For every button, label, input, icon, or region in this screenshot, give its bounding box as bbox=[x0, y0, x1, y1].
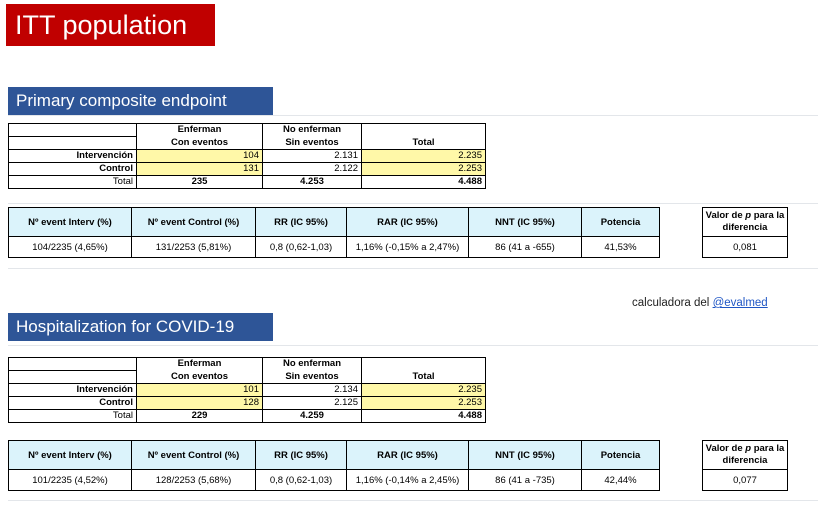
corner-cell bbox=[9, 124, 137, 137]
result-header: RAR (IC 95%) bbox=[347, 208, 469, 237]
table-row bbox=[9, 176, 486, 189]
grid-line bbox=[8, 345, 818, 346]
corner-cell bbox=[9, 358, 137, 371]
result-header: Nº event Control (%) bbox=[132, 441, 256, 470]
row-label: Control bbox=[9, 397, 137, 410]
grid-line bbox=[8, 500, 818, 501]
spacer bbox=[660, 441, 703, 470]
result-header: Nº event Control (%) bbox=[132, 208, 256, 237]
table-row bbox=[9, 397, 486, 410]
result-header: RAR (IC 95%) bbox=[347, 441, 469, 470]
result-value: 1,16% (-0,14% a 2,45%) bbox=[347, 470, 469, 491]
cell-value: 229 bbox=[137, 410, 263, 423]
spacer bbox=[660, 208, 703, 237]
col-header: No enferman bbox=[263, 358, 362, 371]
col-header: Con eventos bbox=[137, 137, 263, 150]
result-value: 86 (41 a -735) bbox=[469, 470, 582, 491]
col-header: Con eventos bbox=[137, 371, 263, 384]
row-label: Intervención bbox=[9, 384, 137, 397]
pvalue-header: Valor de p para la diferencia bbox=[703, 441, 788, 470]
cell-value: 2.122 bbox=[263, 163, 362, 176]
events-input[interactable]: 104 bbox=[137, 150, 263, 163]
result-value: 0,8 (0,62-1,03) bbox=[256, 237, 347, 258]
cell-value: 4.259 bbox=[263, 410, 362, 423]
result-value: 0,8 (0,62-1,03) bbox=[256, 470, 347, 491]
corner-cell bbox=[9, 371, 137, 384]
credit-text: calculadora del @evalmed bbox=[632, 297, 768, 309]
col-header: Sin eventos bbox=[263, 371, 362, 384]
section-title-primary: Primary composite endpoint bbox=[8, 87, 273, 115]
grid-line bbox=[8, 115, 818, 116]
result-header: NNT (IC 95%) bbox=[469, 441, 582, 470]
cell-value: 4.253 bbox=[263, 176, 362, 189]
contingency-table-hospitalization bbox=[8, 357, 486, 423]
events-input[interactable]: 101 bbox=[137, 384, 263, 397]
spacer bbox=[660, 470, 703, 491]
events-input[interactable]: 128 bbox=[137, 397, 263, 410]
cell-value: 2.125 bbox=[263, 397, 362, 410]
cell-value: 235 bbox=[137, 176, 263, 189]
row-label: Control bbox=[9, 163, 137, 176]
table-row bbox=[9, 150, 486, 163]
pvalue-value: 0,081 bbox=[703, 237, 788, 258]
total-input[interactable]: 2.253 bbox=[362, 163, 486, 176]
result-header: NNT (IC 95%) bbox=[469, 208, 582, 237]
result-value: 131/2253 (5,81%) bbox=[132, 237, 256, 258]
total-input[interactable]: 2.235 bbox=[362, 384, 486, 397]
section-title-hospitalization: Hospitalization for COVID-19 bbox=[8, 313, 273, 341]
spacer bbox=[660, 237, 703, 258]
col-header: Sin eventos bbox=[263, 137, 362, 150]
col-header: Enferman bbox=[137, 124, 263, 137]
pvalue-header: Valor de p para la diferencia bbox=[703, 208, 788, 237]
result-header: Potencia bbox=[582, 441, 660, 470]
col-header: Enferman bbox=[137, 358, 263, 371]
row-label: Total bbox=[9, 176, 137, 189]
col-header: No enferman bbox=[263, 124, 362, 137]
cell-value: 2.134 bbox=[263, 384, 362, 397]
cell-value: 4.488 bbox=[362, 410, 486, 423]
result-value: 41,53% bbox=[582, 237, 660, 258]
col-header bbox=[362, 358, 486, 371]
result-header: Potencia bbox=[582, 208, 660, 237]
result-value: 101/2235 (4,52%) bbox=[9, 470, 132, 491]
result-header: Nº event Interv (%) bbox=[9, 441, 132, 470]
corner-cell bbox=[9, 137, 137, 150]
results-table-primary bbox=[8, 207, 788, 258]
results-table-hospitalization bbox=[8, 440, 788, 491]
row-label: Intervención bbox=[9, 150, 137, 163]
result-header: RR (IC 95%) bbox=[256, 208, 347, 237]
evalmed-link[interactable]: @evalmed bbox=[712, 297, 768, 309]
result-value: 42,44% bbox=[582, 470, 660, 491]
table-row bbox=[9, 410, 486, 423]
cell-value: 4.488 bbox=[362, 176, 486, 189]
col-header: Total bbox=[362, 371, 486, 384]
col-header bbox=[362, 124, 486, 137]
events-input[interactable]: 131 bbox=[137, 163, 263, 176]
table-row bbox=[9, 384, 486, 397]
result-header: RR (IC 95%) bbox=[256, 441, 347, 470]
contingency-table-primary bbox=[8, 123, 486, 189]
pvalue-value: 0,077 bbox=[703, 470, 788, 491]
result-value: 86 (41 a -655) bbox=[469, 237, 582, 258]
row-label: Total bbox=[9, 410, 137, 423]
grid-line bbox=[8, 268, 818, 269]
result-header: Nº event Interv (%) bbox=[9, 208, 132, 237]
table-row bbox=[9, 163, 486, 176]
grid-line bbox=[8, 203, 818, 204]
result-value: 104/2235 (4,65%) bbox=[9, 237, 132, 258]
col-header: Total bbox=[362, 137, 486, 150]
cell-value: 2.131 bbox=[263, 150, 362, 163]
total-input[interactable]: 2.253 bbox=[362, 397, 486, 410]
total-input[interactable]: 2.235 bbox=[362, 150, 486, 163]
result-value: 1,16% (-0,15% a 2,47%) bbox=[347, 237, 469, 258]
result-value: 128/2253 (5,68%) bbox=[132, 470, 256, 491]
page-title: ITT population bbox=[6, 4, 215, 46]
